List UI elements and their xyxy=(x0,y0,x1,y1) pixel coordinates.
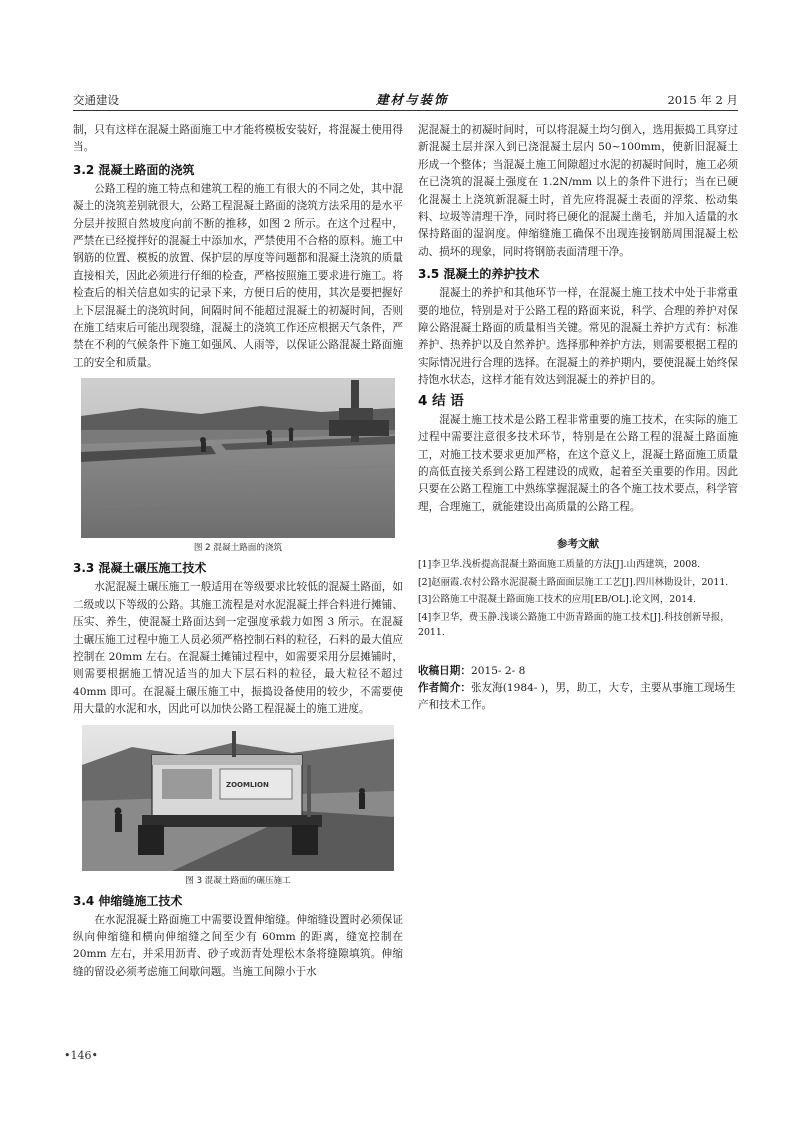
figure-3 xyxy=(73,725,403,888)
received-value: 2015- 2- 8 xyxy=(470,664,526,677)
paver-brand: ZOOMLION xyxy=(226,780,269,789)
section-3-2-heading: 3.2 混凝土路面的浇筑 xyxy=(73,162,195,177)
intro-paragraph: 制，只有这样在混凝土路面施工中才能将模板安装好，将混凝土使用得当。 xyxy=(73,124,403,154)
left-column xyxy=(73,122,403,981)
references-heading: 参考文献 xyxy=(557,538,599,551)
concrete-pouring-photo xyxy=(81,378,395,538)
figure-2 xyxy=(73,378,403,555)
header-rule xyxy=(73,110,738,111)
conclusion-body: 混凝土施工技术是公路工程非常重要的施工技术，在实际的施工过程中需要注意很多技术环节，特别是在公路工程的混凝土路面施工，对施工技术要求更加严格，在这个意义上，混凝土路面施工质量的高低直接关系到公路工程建设的成败，起着至关重要的作用。因此只要在公路工程施工中熟练掌握混凝土的各个施工技术要点，科学管理，合理施工，就能建设出高质量的公路工程。 xyxy=(418,413,738,513)
author-value: 张友海(1984- )，男，助工，大专，主要从事施工现场生产和技术工作。 xyxy=(418,682,736,712)
figure-3-caption: 图 3 混凝土路面的碾压施工 xyxy=(185,875,291,886)
section-3-3-heading: 3.3 混凝土碾压施工技术 xyxy=(73,561,207,576)
section-4-heading: 4 结 语 xyxy=(418,392,464,409)
section-3-4-continued: 泥混凝土的初凝时间时，可以将混凝土均匀倒入，选用振捣工具穿过新混凝土层并深入到已浇混凝土层内 50~100mm，使新旧混凝土形成一个整体；当混凝土施工间隙超过水泥的初凝时间时，施工必须在已浇筑的混凝土强度在 1.2N/mm 以上的条件下进行；当在已硬化混凝土上浇筑新混凝土时，首先应将混凝土表面的浮浆、松动集料、垃圾等清理干净，同时将已硬化的混凝土凿毛，并加入适量的水保持路面的湿润度。伸缩缝施工确保不出现连接钢筋周围混凝土松动、损坏的现象，同时将钢筋表面清理干净。 xyxy=(418,124,738,258)
section-3-5-heading: 3.5 混凝土的养护技术 xyxy=(418,267,540,282)
right-column xyxy=(418,122,738,715)
concrete-paver-illustration xyxy=(82,725,394,871)
received-date xyxy=(418,663,738,680)
issue-date: 2015 年 2 月 xyxy=(667,93,738,107)
reference-item: [3]公路施工中混凝土路面施工技术的应用[EB/OL].论文网，2014. xyxy=(418,594,697,606)
page-number: •146• xyxy=(64,1049,98,1062)
received-label: 收稿日期： xyxy=(418,664,471,677)
author-bio xyxy=(418,680,738,715)
section-3-4-body: 在水泥混凝土路面施工中需要设置伸缩缝。伸缩缝设置时必须保证纵向伸缩缝和横向伸缩缝之间至少有 60mm 的距离，缝宽控制在 20mm 左右，并采用沥青、砂子或沥青处理松木条将缝隙填筑。伸缩缝的留设必须考虑施工间歇问题。当施工间隙小于水 xyxy=(73,913,403,978)
section-3-4-heading: 3.4 伸缩缝施工技术 xyxy=(73,893,183,908)
section-3-2-body: 公路工程的施工特点和建筑工程的施工有很大的不同之处，其中混凝土的浇筑差别就很大，公路工程混凝土路面的浇筑方法采用的是水平分层并按照自然坡度向前不断的推移，如图 2 所示。在这个过程中，严禁在已经搅拌好的混凝土中添加水，严禁使用不合格的原料。施工中钢筋的位置、模板的放置、保护层的厚度等问题都和混凝土浇筑的质量直接相关，因此必须进行仔细的检查，严格按照施工要求进行施工。将检查后的相关信息如实的记录下来，方便日后的使用，其次是要把握好上下层混凝土的浇筑时间，间隔时间不能超过混凝土的初凝时间，否则在施工结束后可能出现裂缝，混凝土的浇筑工作还应根据天气条件，严禁在不利的气候条件下施工如强风、人雨等，以保证公路混凝土路面施工的安全和质量。 xyxy=(73,182,403,369)
concrete-paver-photo xyxy=(82,725,394,871)
concrete-pouring-illustration xyxy=(81,378,395,538)
section-3-3-body: 水泥混凝土碾压施工一般适用在等级要求比较低的混凝土路面，如二级或以下等级的公路。其施工流程是对水泥混凝土拌合料进行摊铺、压实、养生，使混凝土路面达到一定强度承载力如图 3 所示。在混凝土碾压施工过程中施工人员必须严格控制石料的粒径，石料的最大值应控制在 20mm 左右。在混凝土摊铺过程中，如需要采用分层摊铺时，则需要根据施工情况适当的加大下层石料的粒径，最大粒径不超过 40mm 即可。在混凝土碾压施工中，振捣设备使用的较少，不需要使用大量的水泥和水，因此可以加快公路工程混凝土的施工进度。 xyxy=(73,581,403,716)
section-3-5-body: 混凝土的养护和其他环节一样，在混凝土施工技术中处于非常重要的地位，特别是对于公路工程的路面来说，科学、合理的养护对保障公路混凝土路面的质量相当关键。常见的混凝土养护方式有：标准养护、热养护以及自然养护。选择那种养护方法，则需要根据工程的实际情况进行合理的选择。在混凝土的养护期内，要使混凝土始终保持饱水状态，这样才能有效达到混凝土的养护目的。 xyxy=(418,287,738,387)
reference-item: [4]李卫华，费玉静.浅谈公路施工中沥青路面的施工技术[J].科技创新导报，2011. xyxy=(418,611,730,639)
article-meta xyxy=(418,663,738,715)
journal-logo: 建材与装饰 xyxy=(376,92,449,107)
figure-2-caption: 图 2 混凝土路面的浇筑 xyxy=(193,543,283,554)
reference-item: [1]李卫华.浅析提高混凝土路面施工质量的方法[J].山西建筑，2008. xyxy=(418,559,701,571)
reference-item: [2]赵丽霞.农村公路水泥混凝土路面面层施工工艺[J].四川林勘设计，2011. xyxy=(418,576,729,588)
author-label: 作者简介： xyxy=(418,682,471,695)
journal-section-label: 交通建设 xyxy=(73,93,119,107)
